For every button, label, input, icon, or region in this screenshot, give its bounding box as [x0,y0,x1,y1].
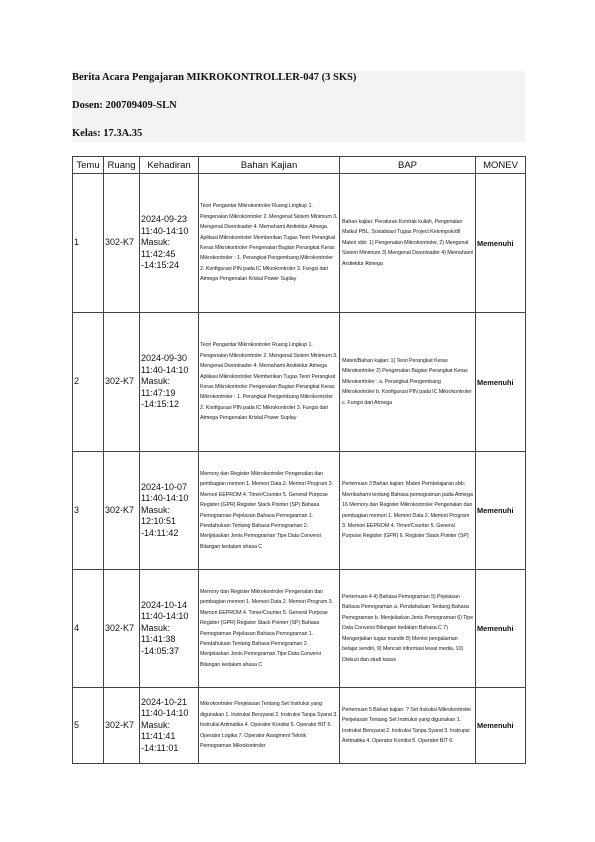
cell-temu: 4 [73,570,104,688]
col-header-kehadiran: Kehadiran [140,157,199,174]
cell-bap: Pertemuan 4 4) Bahasa Pemograman 5) Pejelasan Bahasa Pemograman a. Pendahuluan Tentang Bahasa Pemograman b. Menjelaskan Jenis Pemograman 6) Tipe Data Conversi Bilangan kedalam Bahasa C 7) Mengerjakan tugas mandiri 8) Mentoi pengalaman belajar sendiri, 9) Mencari informasi lewat media, 10) Diskusi dan studi kasus [340,570,476,688]
dosen-line: Dosen: 200709409-SLN [72,100,177,111]
cell-monev: Memenuhi [476,174,526,313]
cell-ruang: 302-K7 [104,174,140,313]
table-row [73,688,526,764]
cell-bahan-kajian: Teori Pengantar Mikrokontroler Ruang Lingkup 1. Pengenalan Mikrokontroler 2. Mengenal Sistem Minimum 3. Mengenal Dwonloader 4. Memahami Arsitektur Atmega Aplikasi Mikrokontroler Memberikan Tugas Teori Perangkat Keras Mikrokontroler Pengenalan Bagian Perangkat Keras Mikrokontroler : 1. Perangkat Pengembang Mikrokontroler 2. Konfigurasi PIN pada IC Mikrokontroler 3. Fungsi dari Atmega Pengenalan Kristal Power Suplay [199,313,340,452]
cell-monev: Memenuhi [476,313,526,452]
col-header-bap: BAP [340,157,476,174]
cell-monev: Memenuhi [476,452,526,570]
table-row [73,452,526,570]
col-header-monev: MONEV [476,157,526,174]
kelas-line: Kelas: 17.3A.35 [72,128,143,139]
cell-monev: Memenuhi [476,570,526,688]
cell-temu: 1 [73,174,104,313]
cell-bahan-kajian: Mikrokontroler Penjelasan Tentang Set Instruksi yang digunakan 1. Instruksi Bersyarat 2. Instruksi Tanpa Syarat 3. Instruksi Aritmatika 4. Operator Kondisi 5. Operator BIT 6. Operator Logika 7. Operator Assigment Teknik Pemograman Mikrokontroler [199,688,340,764]
cell-kehadiran: 2024-10-14 11:40-14:10 Masuk: 11:41:38 -14:05:37 [140,570,199,688]
cell-ruang: 302-K7 [104,688,140,764]
cell-kehadiran: 2024-09-23 11:40-14:10 Masuk: 11:42:45 -14:15:24 [140,174,199,313]
document-title: Berita Acara Pengajaran MIKROKONTROLLER-047 (3 SKS) [72,72,357,83]
col-header-temu: Temu [73,157,104,174]
cell-bap: Pertemuan 3 Bahan kajian: Materi Pembelajaran sbb: Membahami tentang Bahasa pemograman pada Atmega 16 Memory dan Register Mikrokontroler Pengenalan dan pembagian memori 1. Memori Data 2. Memori Program 3. Memori EEPROM 4. Timer/Counter 5. General Purpose Register (GPR) 6. Register Stack Pointer (SP) [340,452,476,570]
col-header-bahan-kajian: Bahan Kajian [199,157,340,174]
col-header-ruang: Ruang [104,157,140,174]
cell-ruang: 302-K7 [104,570,140,688]
cell-bap: Pertemuan 5 Bahan kajian: ? Set Instuksi Mikrokontroler Penjelasan Tentang Set Instruksi yang digunakan 1. Instruksi Bersyarat 2. Instruksi Tanpa Syarat 3. Instrupsi Aritmatika 4. Operator Kondisi 5. Operator BIT 6. [340,688,476,764]
cell-kehadiran: 2024-09-30 11:40-14:10 Masuk: 11:47:19 -14:15:12 [140,313,199,452]
cell-temu: 5 [73,688,104,764]
table-header-row [73,157,526,174]
cell-kehadiran: 2024-10-21 11:40-14:10 Masuk: 11:41:41 -14:11:01 [140,688,199,764]
cell-monev: Memenuhi [476,688,526,764]
cell-bahan-kajian: Memory dan Register Mikrokontroler Pengenalan dan pembagian memori 1. Memori Data 2. Memori Program 3. Memori EEPROM 4. Timer/Counter 5. General Purpose Register (GPR) Register Stack Pointer (SP) Bahasa Pemograman Pejelasan Bahasa Pemograman 1. Pendahuluan Tentang Bahasa Pemograman 2. Menjelaskan Jenis Pemograman Tipe Data Conversi Bilangan kedalam ahasa C [199,452,340,570]
table-row [73,174,526,313]
cell-bahan-kajian: Teori Pengantar Mikrokontroler Ruang Lingkup 1. Pengenalan Mikrokontroler 2. Mengenal Sistem Minimum 3. Mengenal Dwonloader 4. Memahami Arsitektur Atmega Aplikasi Mikrokontroler Memberikan Tugas Teori Perangkat Keras Mikrokontroler Pengenalan Bagian Perangkat Keras Mikrokontroler : 1. Perangkat Pengembang Mikrokontroler 2. Konfigurasi PIN pada IC Mikrokontroler 3. Fungsi dari Atmega Pengenalan Kristal Power Suplay [199,174,340,313]
cell-bap: Bahan kajian: Peraturan Kontrak kuliah, Pengenalan Matkul PBL, Sosialisasi Tugas Project Kelompok/dll Materi sbb: 1) Pengenalan Mikrokontroler, 2) Mengenal Sistem Minimum 3) Mengenal Dwonloader 4) Memahami Arsitektur Atmega [340,174,476,313]
cell-ruang: 302-K7 [104,452,140,570]
cell-temu: 3 [73,452,104,570]
cell-temu: 2 [73,313,104,452]
cell-bahan-kajian: Memory dan Register Mikrokontroler Pengenalan dan pembagian memori 1. Memori Data 2. Memori Program 3. Memori EEPROM 4. Timer/Counter 5. General Purpose Register (GPR) Register Stack Pointer (SP) Bahasa Pemograman Pejelasan Bahasa Pemograman 1. Pendahuluan Tentang Bahasa Pemograman 2. Menjelaskan Jenis Pemograman Tipe Data Conversi Bilangan kedalam ahasa C [199,570,340,688]
table-row [73,313,526,452]
bap-table [72,156,526,764]
cell-bap: Materi/Bahan kajian: 1) Teori Perangkat Keras Mikrokontroler 2) Pengenalan Bagian Perangkat Keras Mikrokontroler : a. Perangkat Pengembang Mikrokontroler b. Konfigurasi PIN pada IC Mikrokontroler c. Fungsi dari Atmega [340,313,476,452]
table-row [73,570,526,688]
cell-ruang: 302-K7 [104,313,140,452]
cell-kehadiran: 2024-10-07 11:40-14:10 Masuk: 12:10:51 -14:11:42 [140,452,199,570]
